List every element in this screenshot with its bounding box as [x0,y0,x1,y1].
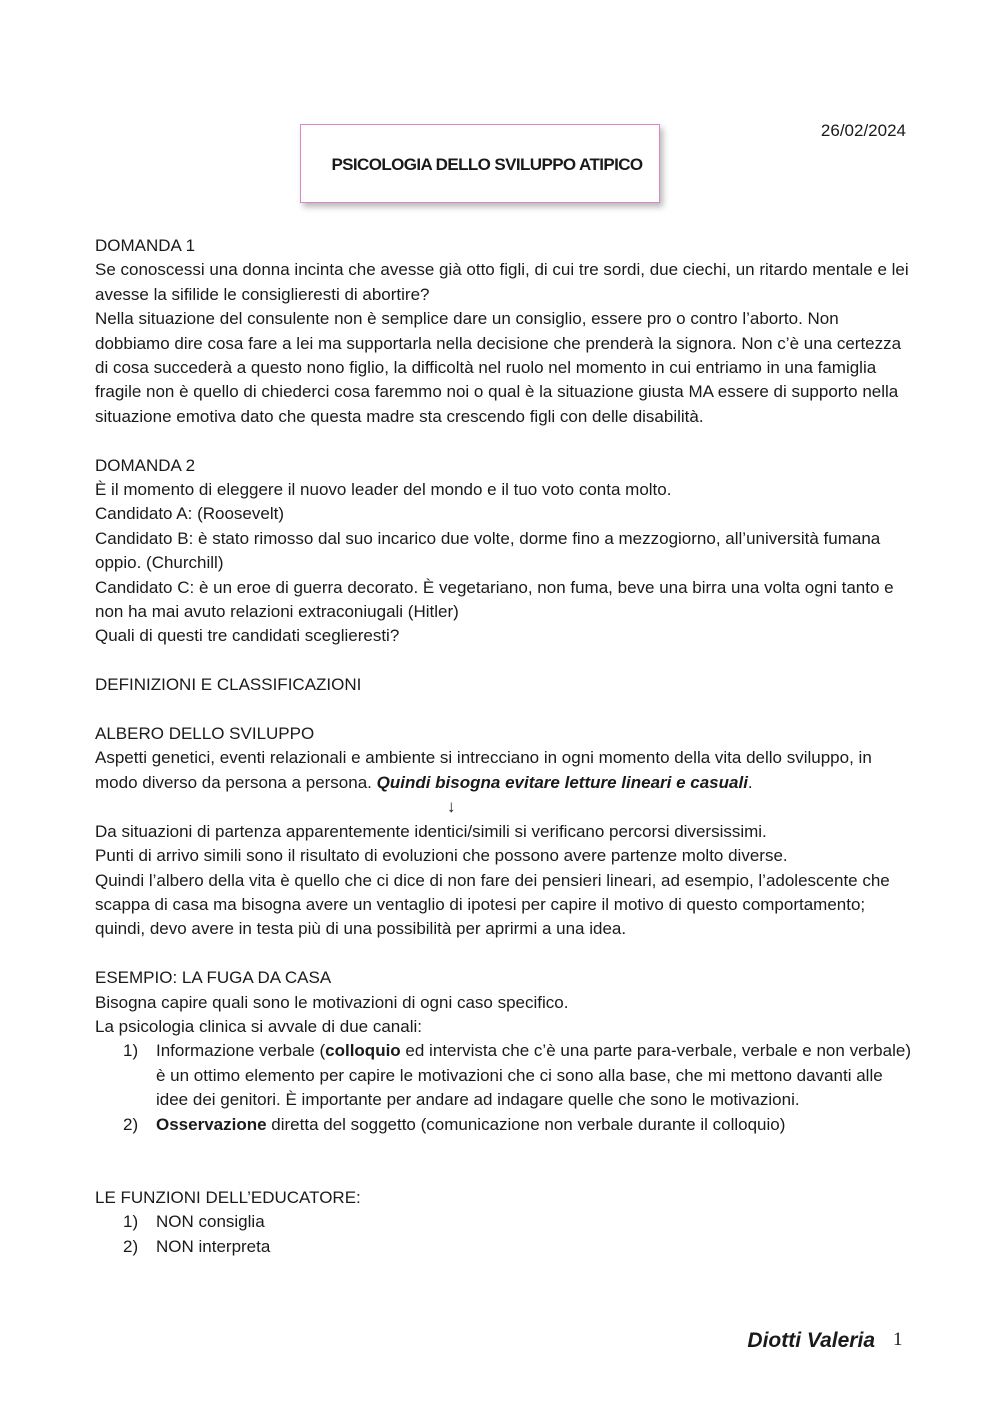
list-item [95,1113,915,1137]
list-item [95,1039,915,1112]
down-arrow-icon: ↓ [447,797,456,817]
albero-line3: Quindi l’albero della vita è quello che ci dice di non fare dei pensieri lineari, ad esempio, l’adolescente che scappa di casa ma bisogna avere un ventaglio di ipotesi per capire il motivo di questo comportamento; quindi, devo avere in testa più di una possibilità per aprirmi a una idea. [95,870,890,939]
albero-heading: ALBERO DELLO SVILUPPO [95,724,315,744]
domanda1-heading: DOMANDA 1 [95,236,196,255]
list-item [95,1235,915,1259]
albero-text: Aspetti genetici, eventi relazionali e ambiente si intrecciano in ogni momento della vita dello sviluppo, in modo diverso da persona a persona. [95,748,872,792]
albero-line1: Da situazioni di partenza apparentemente identici/simili si verificano percorsi diversissimi. [95,821,767,841]
document-date: 26/02/2024 [820,121,906,140]
list-item-text [156,1113,915,1137]
list-item-bold: colloquio [325,1041,401,1061]
list-item-text: NON interpreta [156,1236,271,1256]
title-box [300,124,660,203]
funzioni-heading: LE FUNZIONI DELL’EDUCATORE: [95,1187,361,1207]
list-item-bold: Osservazione [156,1114,267,1134]
list-item [95,1210,915,1234]
list-item-text: NON consiglia [156,1212,265,1232]
esempio-list [95,1039,915,1137]
domanda2-intro: È il momento di eleggere il nuovo leader del mondo e il tuo voto conta molto. [95,480,672,500]
list-item-text [156,1039,915,1112]
footer-author: Diotti Valeria [747,1329,875,1352]
albero-emphasis-end: . [747,772,753,792]
candidate-c: Candidato C: è un eroe di guerra decorato. È vegetariano, non fuma, beve una birra una volta ogni tanto e non ha mai avuto relazioni extraconiugali (Hitler) [95,577,894,622]
candidate-a: Candidato A: (Roosevelt) [95,504,284,524]
domanda1-answer: Nella situazione del consulente non è semplice dare un consiglio, essere pro o contro l’aborto. Non dobbiamo dire cosa fare a lei ma supportarla nella decisione che prenderà la signora. Non c’è una certezza di cosa succederà a questo nono figlio, la difficoltà nel ruolo nel momento in cui entriamo in una famiglia fragile non è quello di chiederci cosa faremmo noi o qual è la situazione giusta MA essere di supporto nella situazione emotiva dato che questa madre sta crescendo figli con delle disabilità. [95,309,902,426]
albero-line2: Punti di arrivo simili sono il risultato di evoluzioni che possono avere partenze molto diverse. [95,846,788,866]
esempio-line1: Bisogna capire quali sono le motivazioni di ogni caso specifico. [95,992,569,1012]
list-item-number: 1) [123,1212,139,1232]
domanda2-heading: DOMANDA 2 [95,455,196,475]
esempio-heading: ESEMPIO: LA FUGA DA CASA [95,968,332,988]
candidate-b: Candidato B: è stato rimosso dal suo incarico due volte, dorme fino a mezzogiorno, all’università fumana oppio. (Churchill) [95,528,881,573]
list-item-number: 1) [123,1041,139,1061]
document-title: PSICOLOGIA DELLO SVILUPPO ATIPICO [331,155,643,174]
list-item-number: 2) [123,1114,139,1134]
list-item-post: diretta del soggetto (comunicazione non verbale durante il colloquio) [266,1114,786,1134]
page-number: 1 [893,1329,903,1350]
list-item-post: ed intervista che c’è una parte para-verbale, verbale e non verbale) è un ottimo elemento per capire le motivazioni che ci sono alla base, che mi mettono davanti alle idee dei genitori. È importante per andare ad indagare quelle che sono le motivazioni. [156,1041,911,1110]
document-body [95,234,915,1259]
albero-emphasis: Quindi bisogna evitare letture lineari e casuali [376,772,748,792]
domanda1-question: Se conoscessi una donna incinta che avesse già otto figli, di cui tre sordi, due ciechi, un ritardo mentale e lei avesse la sifilide le consiglieresti di abortire? [95,260,909,304]
albero-paragraph [95,746,915,795]
domanda2-question: Quali di questi tre candidati sceglieresti? [95,626,400,646]
esempio-line2: La psicologia clinica si avvale di due canali: [95,1016,422,1036]
funzioni-list [95,1210,915,1259]
list-item-number: 2) [123,1236,139,1256]
list-item-pre: Informazione verbale ( [156,1041,326,1061]
definizioni-heading: DEFINIZIONI E CLASSIFICAZIONI [95,675,362,695]
